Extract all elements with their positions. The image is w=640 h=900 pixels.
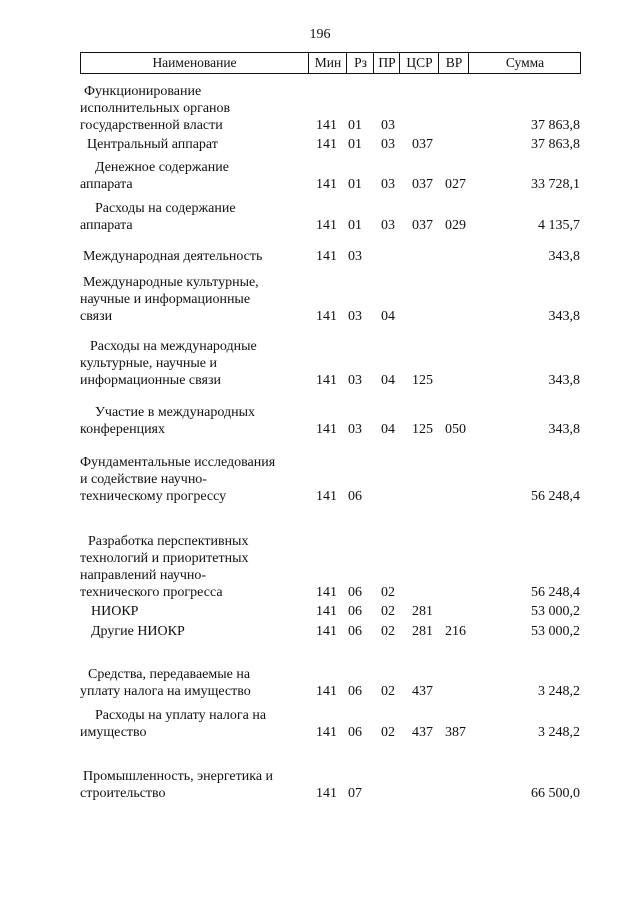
table-row [0,200,640,234]
row-name-line: Промышленность, энергетика и [83,769,274,784]
cell-rz: 06 [348,604,362,619]
header-rz: Рз [346,53,374,73]
table-row [0,274,640,325]
cell-sum: 3 248,2 [538,725,580,740]
cell-min: 141 [316,177,337,192]
row-name-line: Денежное содержание [95,160,229,175]
cell-rz: 03 [348,373,362,388]
header-name: Наименование [152,55,237,70]
row-name-line: Средства, передаваемые на [88,667,251,682]
row-name-line: имущество [80,725,147,740]
cell-csr: 125 [412,373,433,388]
cell-vr: 387 [445,725,466,740]
cell-sum: 66 500,0 [531,786,580,801]
row-name-line: аппарата [80,177,133,192]
cell-rz: 06 [348,624,362,639]
cell-sum: 343,8 [548,422,580,437]
row-name [80,768,305,802]
cell-rz: 03 [348,309,362,324]
cell-rz: 03 [348,249,362,264]
row-name-line: аппарата [80,218,133,233]
header-min: Мин [308,53,347,73]
cell-pr: 02 [381,725,395,740]
header-pr: ПР [373,53,400,73]
row-name-line: Фундаментальные исследования [80,455,276,470]
cell-min: 141 [316,489,337,504]
row-name-line: Расходы на международные [90,339,257,354]
header-vr: ВР [438,53,469,73]
row-name-line: информационные связи [80,373,222,388]
cell-sum: 343,8 [548,249,580,264]
cell-min: 141 [316,218,337,233]
table-row [0,159,640,193]
row-name-line: технологий и приоритетных [80,551,249,566]
row-name [80,83,305,134]
row-name-line: Разработка перспективных [88,534,249,549]
table-row [0,404,640,438]
cell-csr: 437 [412,725,433,740]
row-name-line: Участие в международных [95,405,256,420]
cell-min: 141 [316,309,337,324]
cell-sum: 3 248,2 [538,684,580,699]
row-name [80,200,305,234]
cell-vr: 029 [445,218,466,233]
cell-pr: 03 [381,118,395,133]
cell-sum: 56 248,4 [531,585,580,600]
table-row [0,533,640,601]
table-row [0,768,640,802]
cell-rz: 06 [348,684,362,699]
row-name-line: Расходы на уплату налога на [95,708,267,723]
table-row [0,248,640,265]
cell-vr: 216 [445,624,466,639]
row-name-line: технического прогресса [80,585,223,600]
cell-csr: 281 [412,604,433,619]
cell-rz: 01 [348,218,362,233]
cell-pr: 02 [381,604,395,619]
row-name-line: строительство [80,786,166,801]
cell-vr: 027 [445,177,466,192]
cell-min: 141 [316,725,337,740]
cell-sum: 56 248,4 [531,489,580,504]
cell-min: 141 [316,684,337,699]
cell-sum: 37 863,8 [531,118,580,133]
cell-min: 141 [316,373,337,388]
row-name [80,159,305,193]
table-row [0,623,640,640]
cell-min: 141 [316,624,337,639]
row-name-line: Функционирование [84,84,202,99]
cell-min: 141 [316,585,337,600]
cell-sum: 53 000,2 [531,624,580,639]
row-name-line: Международная деятельность [83,249,263,264]
row-name [80,707,305,741]
cell-min: 141 [316,249,337,264]
cell-min: 141 [316,137,337,152]
row-name-line: направлений научно- [80,568,207,583]
row-name-line: государственной власти [80,118,223,133]
cell-pr: 03 [381,177,395,192]
cell-pr: 04 [381,422,395,437]
cell-pr: 04 [381,373,395,388]
row-name [80,274,305,325]
row-name [80,454,305,505]
cell-rz: 06 [348,585,362,600]
header-csr: ЦСР [399,53,439,73]
row-name-line: НИОКР [91,604,139,619]
cell-csr: 037 [412,177,433,192]
cell-pr: 02 [381,684,395,699]
cell-sum: 37 863,8 [531,137,580,152]
row-name [80,533,305,601]
cell-rz: 06 [348,489,362,504]
row-name-line: научные и информационные [80,292,251,307]
cell-min: 141 [316,786,337,801]
row-name-line: уплату налога на имущество [80,684,251,699]
page-number: 196 [309,27,331,42]
row-name-line: культурные, научные и [80,356,218,371]
cell-csr: 437 [412,684,433,699]
row-name-line: связи [80,309,113,324]
table-row [0,454,640,505]
cell-csr: 037 [412,218,433,233]
cell-rz: 01 [348,177,362,192]
table-row [0,707,640,741]
cell-sum: 343,8 [548,309,580,324]
cell-pr: 03 [381,137,395,152]
row-name-line: Другие НИОКР [91,624,185,639]
row-name [80,404,305,438]
cell-sum: 33 728,1 [531,177,580,192]
cell-rz: 06 [348,725,362,740]
table-row [0,666,640,700]
cell-sum: 53 000,2 [531,604,580,619]
cell-csr: 125 [412,422,433,437]
header-sum: Сумма [468,53,581,73]
row-name-line: Международные культурные, [83,275,259,290]
cell-rz: 01 [348,118,362,133]
row-name [80,623,305,640]
table-row [0,603,640,620]
row-name-line: техническому прогрессу [80,489,227,504]
row-name-line: и содействие научно- [80,472,207,487]
table-row [0,338,640,389]
table-row [0,83,640,134]
cell-rz: 07 [348,786,362,801]
cell-min: 141 [316,422,337,437]
cell-sum: 343,8 [548,373,580,388]
row-name-line: конференциях [80,422,165,437]
cell-csr: 281 [412,624,433,639]
row-name [80,666,305,700]
table-row [0,136,640,153]
cell-sum: 4 135,7 [538,218,580,233]
cell-rz: 03 [348,422,362,437]
cell-vr: 050 [445,422,466,437]
cell-pr: 02 [381,624,395,639]
cell-min: 141 [316,118,337,133]
cell-csr: 037 [412,137,433,152]
row-name [80,248,305,265]
row-name-line: Центральный аппарат [87,137,218,152]
cell-pr: 03 [381,218,395,233]
row-name [80,603,305,620]
cell-rz: 01 [348,137,362,152]
row-name [80,338,305,389]
row-name-line: Расходы на содержание [95,201,236,216]
row-name-line: исполнительных органов [80,101,231,116]
cell-pr: 04 [381,309,395,324]
cell-min: 141 [316,604,337,619]
row-name [80,136,305,153]
cell-pr: 02 [381,585,395,600]
